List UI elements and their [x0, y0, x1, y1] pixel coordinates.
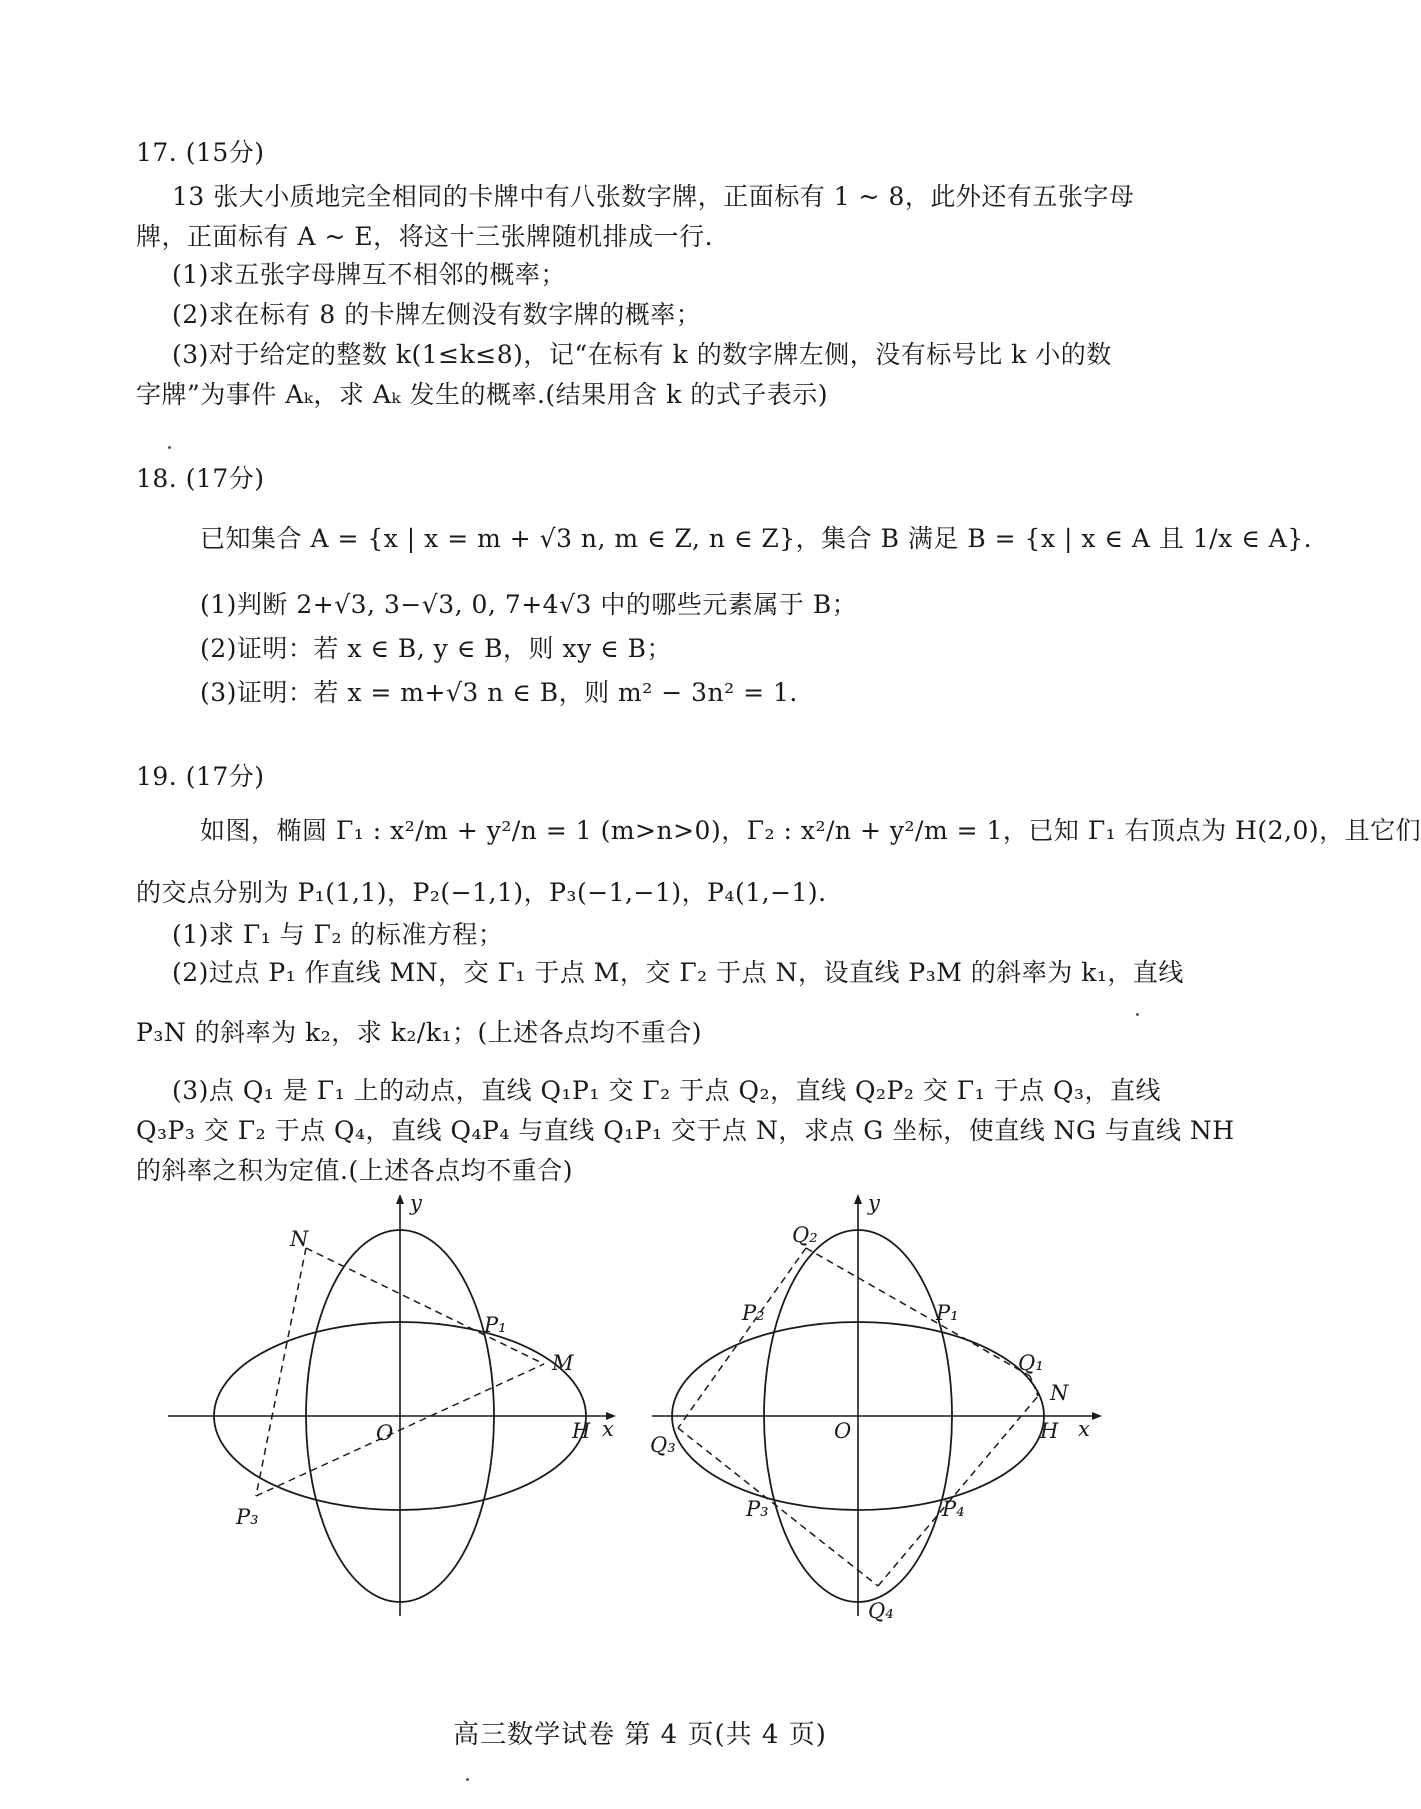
q19-part3-line2: Q₃P₃ 交 Γ₂ 于点 Q₄，直线 Q₄P₄ 与直线 Q₁P₁ 交于点 N，求点 G 坐标，使直线 NG 与直线 NH: [136, 1116, 1235, 1145]
q19-part1: (1)求 Γ₁ 与 Γ₂ 的标准方程；: [172, 920, 504, 949]
label-P3: P₃: [746, 1497, 769, 1521]
label-Q4: Q₄: [868, 1599, 894, 1623]
line-Q2Q1: [806, 1248, 1030, 1376]
q19-part3-line1: (3)点 Q₁ 是 Γ₁ 上的动点，直线 Q₁P₁ 交 Γ₂ 于点 Q₂，直线 Q₂P₂ 交 Γ₁ 于点 Q₃，直线: [172, 1076, 1162, 1105]
label-Q1: Q₁: [1018, 1351, 1044, 1375]
q18-part2: (2)证明：若 x ∈ B, y ∈ B，则 xy ∈ B；: [200, 634, 672, 663]
label-x: x: [1078, 1417, 1090, 1441]
line-Q1N: [1030, 1376, 1038, 1396]
label-P3: P₃: [236, 1505, 259, 1529]
label-y: y: [410, 1191, 422, 1215]
q19-stem-line1: 如图，椭圆 Γ₁ : x²/m + y²/n = 1 (m>n>0)，Γ₂ : x²/n + y²/m = 1，已知 Γ₁ 右顶点为 H(2,0)，且它们: [200, 816, 1421, 845]
label-Q3: Q₃: [650, 1433, 676, 1457]
label-N: N: [1050, 1381, 1069, 1405]
q17-part1: (1)求五张字母牌互不相邻的概率；: [172, 260, 566, 289]
q18-header: 18. (17分): [136, 464, 265, 493]
figure-left-svg: [160, 1190, 620, 1630]
q19-part3-line3: 的斜率之积为定值.(上述各点均不重合): [136, 1156, 573, 1185]
page-footer: 高三数学试卷 第 4 页(共 4 页): [453, 1720, 827, 1750]
y-axis-arrow-icon: [854, 1194, 862, 1204]
figure-right-svg: [646, 1190, 1106, 1630]
q19-header: 19. (17分): [136, 762, 265, 791]
q17-part3-line2: 字牌”为事件 Aₖ，求 Aₖ 发生的概率.(结果用含 k 的式子表示): [136, 380, 828, 409]
label-P1: P₁: [484, 1313, 507, 1337]
q19-part2-line2: P₃N 的斜率为 k₂，求 k₂/k₁；(上述各点均不重合): [136, 1018, 703, 1047]
q19-part2-line1: (2)过点 P₁ 作直线 MN，交 Γ₁ 于点 M，交 Γ₂ 于点 N，设直线 P₃M 的斜率为 k₁，直线: [172, 958, 1184, 987]
label-P2: P₂: [742, 1301, 765, 1325]
label-x: x: [602, 1417, 614, 1441]
line-Q4N: [878, 1396, 1038, 1586]
q17-stem-line1: 13 张大小质地完全相同的卡牌中有八张数字牌，正面标有 1 ~ 8，此外还有五张字母: [172, 182, 1135, 211]
figure-right: [646, 1190, 1106, 1630]
q17-part2: (2)求在标有 8 的卡牌左侧没有数字牌的概率；: [172, 300, 702, 329]
label-O: O: [834, 1419, 852, 1443]
q17-header: 17. (15分): [136, 138, 265, 167]
scan-speck: [168, 446, 171, 449]
label-H: H: [572, 1419, 591, 1443]
q17-stem-line2: 牌，正面标有 A ~ E，将这十三张牌随机排成一行.: [136, 222, 714, 251]
label-y: y: [868, 1191, 880, 1215]
q18-stem: 已知集合 A = {x | x = m + √3 n, m ∈ Z, n ∈ Z}，集合 B 满足 B = {x | x ∈ A 且 1/x ∈ A}.: [200, 524, 1313, 553]
label-P1: P₁: [936, 1301, 959, 1325]
label-H: H: [1040, 1419, 1059, 1443]
label-N: N: [290, 1227, 309, 1251]
q18-part1: (1)判断 2+√3, 3−√3, 0, 7+4√3 中的哪些元素属于 B；: [200, 590, 858, 619]
line-Q2Q3: [678, 1248, 806, 1428]
q17-part3-line1: (3)对于给定的整数 k(1≤k≤8)，记“在标有 k 的数字牌左侧，没有标号比 k 小的数: [172, 340, 1112, 369]
figure-left: [160, 1190, 620, 1630]
q18-part3: (3)证明：若 x = m+√3 n ∈ B，则 m² − 3n² = 1.: [200, 678, 798, 707]
line-MN: [306, 1248, 544, 1364]
label-P4: P₄: [942, 1497, 965, 1521]
label-O: O: [376, 1421, 394, 1445]
line-Q3Q4: [678, 1428, 878, 1586]
label-M: M: [552, 1351, 574, 1375]
scan-speck: [466, 1778, 469, 1781]
q19-stem-line2: 的交点分别为 P₁(1,1)，P₂(−1,1)，P₃(−1,−1)，P₄(1,−1).: [136, 878, 827, 907]
x-axis-arrow-icon: [1092, 1412, 1102, 1420]
y-axis-arrow-icon: [396, 1194, 404, 1204]
scan-speck: [1136, 1013, 1139, 1016]
label-Q2: Q₂: [792, 1223, 818, 1247]
line-P3N: [256, 1248, 306, 1496]
